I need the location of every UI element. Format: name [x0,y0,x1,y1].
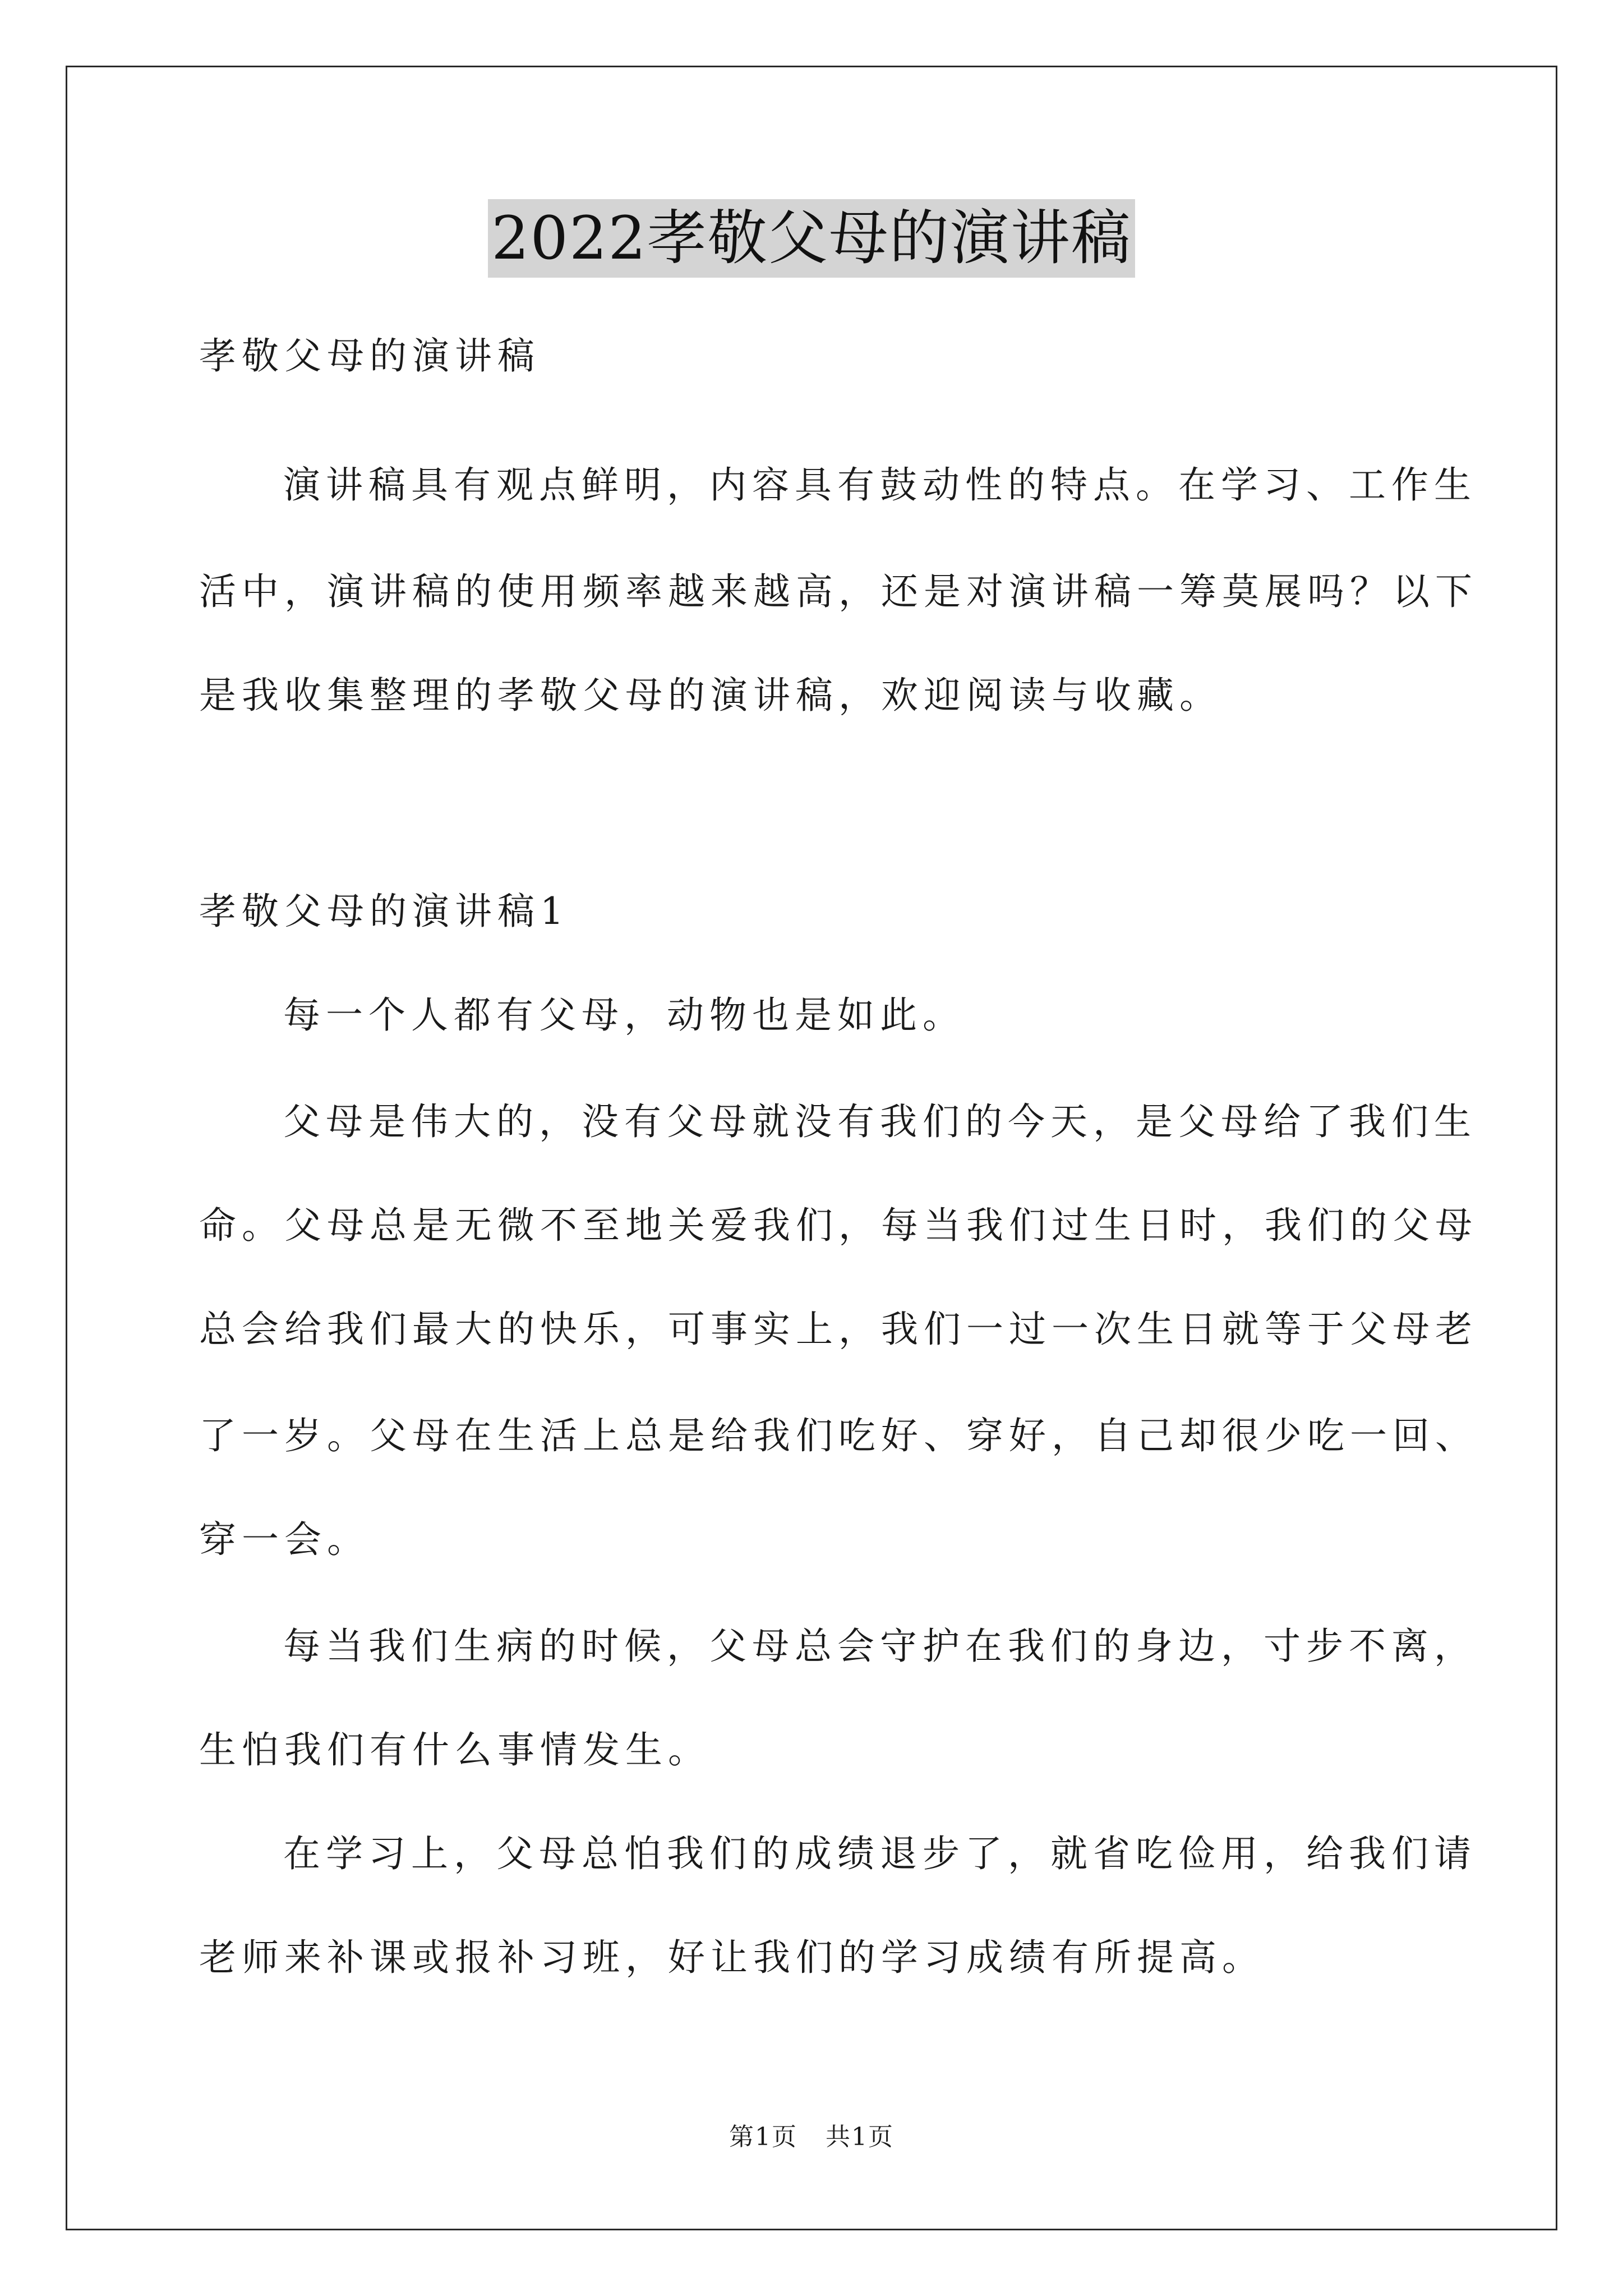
paragraph-line: 总会给我们最大的快乐，可事实上，我们一过一次生日就等于父母老 [199,1308,1478,1351]
paragraph-line: 老师来补课或报补习班，好让我们的学习成绩有所提高。 [199,1936,1265,1979]
paragraph-line: 生怕我们有什么事情发生。 [199,1728,711,1772]
paragraph-line: 每一个人都有父母，动物也是如此。 [283,993,965,1037]
page-footer [0,2120,1623,2154]
page-total: 共1页 [826,2123,894,2151]
paragraph-line: 在学习上，父母总怕我们的成绩退步了，就省吃俭用，给我们请 [283,1832,1477,1875]
paragraph-line: 是我收集整理的孝敬父母的演讲稿，欢迎阅读与收藏。 [199,674,1222,717]
paragraph-line: 父母是伟大的，没有父母就没有我们的今天，是父母给了我们生 [283,1100,1477,1143]
paragraph-line: 穿一会。 [199,1518,370,1561]
paragraph-line: 每当我们生病的时候，父母总会守护在我们的身边，寸步不离， [283,1625,1477,1668]
paragraph-line: 命。父母总是无微不至地关爱我们，每当我们过生日时，我们的父母 [199,1204,1478,1247]
paragraph-line: 活中，演讲稿的使用频率越来越高，还是对演讲稿一筹莫展吗？以下 [199,570,1478,613]
paragraph-line: 了一岁。父母在生活上总是给我们吃好、穿好，自己却很少吃一回、 [199,1414,1478,1457]
document-title: 2022孝敬父母的演讲稿 [488,199,1135,278]
title-container [0,199,1623,278]
section-heading: 孝敬父母的演讲稿 [199,334,540,378]
paragraph-line: 演讲稿具有观点鲜明，内容具有鼓动性的特点。在学习、工作生 [283,463,1477,507]
page-number: 第1页 [729,2123,797,2151]
section-heading: 孝敬父母的演讲稿1 [199,890,569,933]
